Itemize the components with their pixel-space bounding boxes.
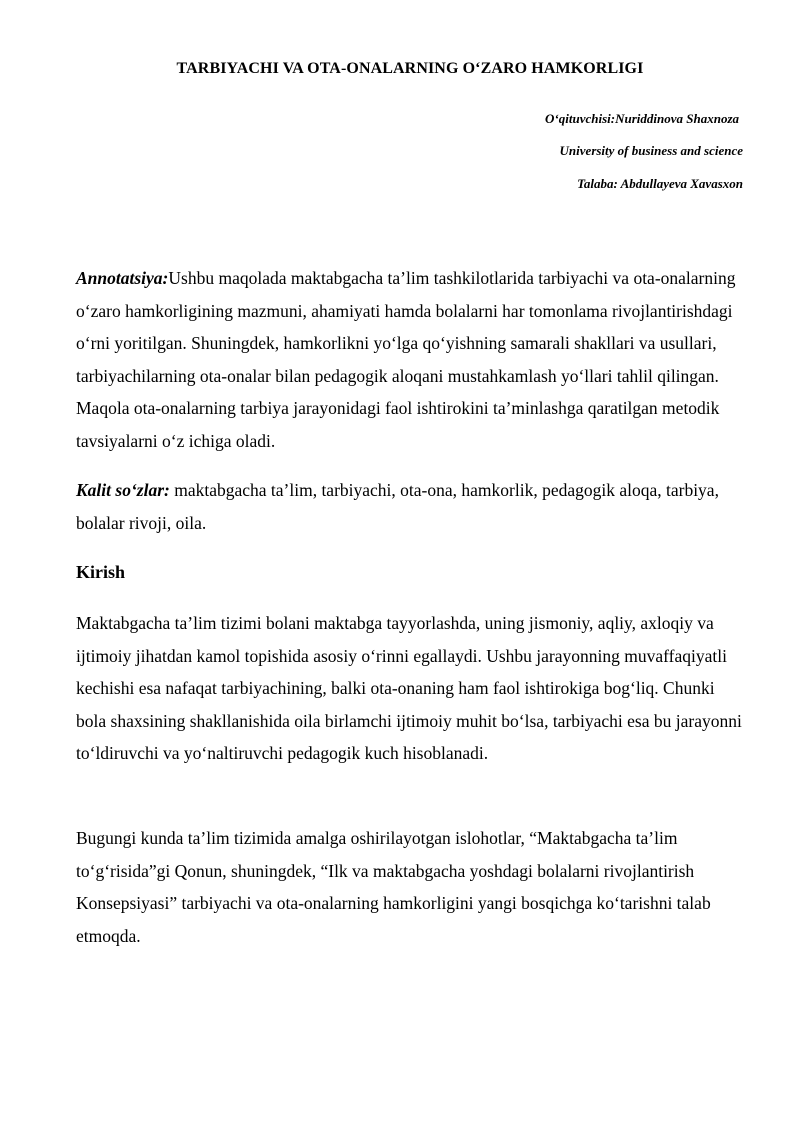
keywords-label: Kalit so‘zlar: [76,480,170,500]
section-heading: Kirish [76,562,126,582]
keywords-text: maktabgacha ta’lim, tarbiyachi, ota-ona, hamkorlik, pedagogik aloqa, tarbiya, bolalar rivoji, oila. [76,480,719,533]
student-name: Talaba: Abdullayeva Xavasxon [577,176,743,191]
annotation-text: Ushbu maqolada maktabgacha ta’lim tashkilotlarida tarbiyachi va ota-onalarning o‘zaro hamkorligining mazmuni, ahamiyati hamda bolalarni har tomonlama rivojlantirishdagi o‘rni yoritilgan. Shuningdek, hamkorlikni yo‘lga qo‘yishning samarali shakllari va usullari, tarbiyachilarning ota-onalar bilan pedagogik aloqani mustahkamlash yo‘llari tahlil qilingan. Maqola ota-onalarning tarbiya jarayonidagi faol ishtirokini ta’minlashga qaratilgan metodik tavsiyalarni o‘z ichiga oladi. [76,268,736,451]
annotation-paragraph [76,262,748,458]
annotation-label: Annotatsiya: [76,268,169,288]
teacher-name: O‘qituvchisi:Nuriddinova Shaxnoza [545,111,739,126]
intro-paragraph-2: Bugungi kunda ta’lim tizimida amalga oshirilayotgan islohotlar, “Maktabgacha ta’lim to‘g‘risida”gi Qonun, shuningdek, “Ilk va maktabgacha yoshdagi bolalarni rivojlantirish Konsepsiyasi” tarbiyachi va ota-onalarning hamkorligini yangi bosqichga ko‘tarishni talab etmoqda. [76,828,711,946]
document-title: TARBIYACHI VA OTA-ONALARNING O‘ZARO HAMKORLIGI [176,60,644,77]
keywords-paragraph [76,474,748,539]
intro-paragraph-1: Maktabgacha ta’lim tizimi bolani maktabga tayyorlashda, uning jismoniy, aqliy, axloqiy va ijtimoiy jihatdan kamol topishida asosiy o‘rinni egallaydi. Ushbu jarayonning muvaffaqiyatli kechishi esa nafaqat tarbiyachining, balki ota-onaning ham faol ishtirokiga bog‘liq. Chunki bola shaxsining shakllanishida oila birlamchi ijtimoiy muhit bo‘lsa, tarbiyachi esa bu jarayonni to‘ldiruvchi va yo‘naltiruvchi pedagogik kuch hisoblanadi. [76,613,742,764]
university-name: University of business and science [559,143,743,158]
